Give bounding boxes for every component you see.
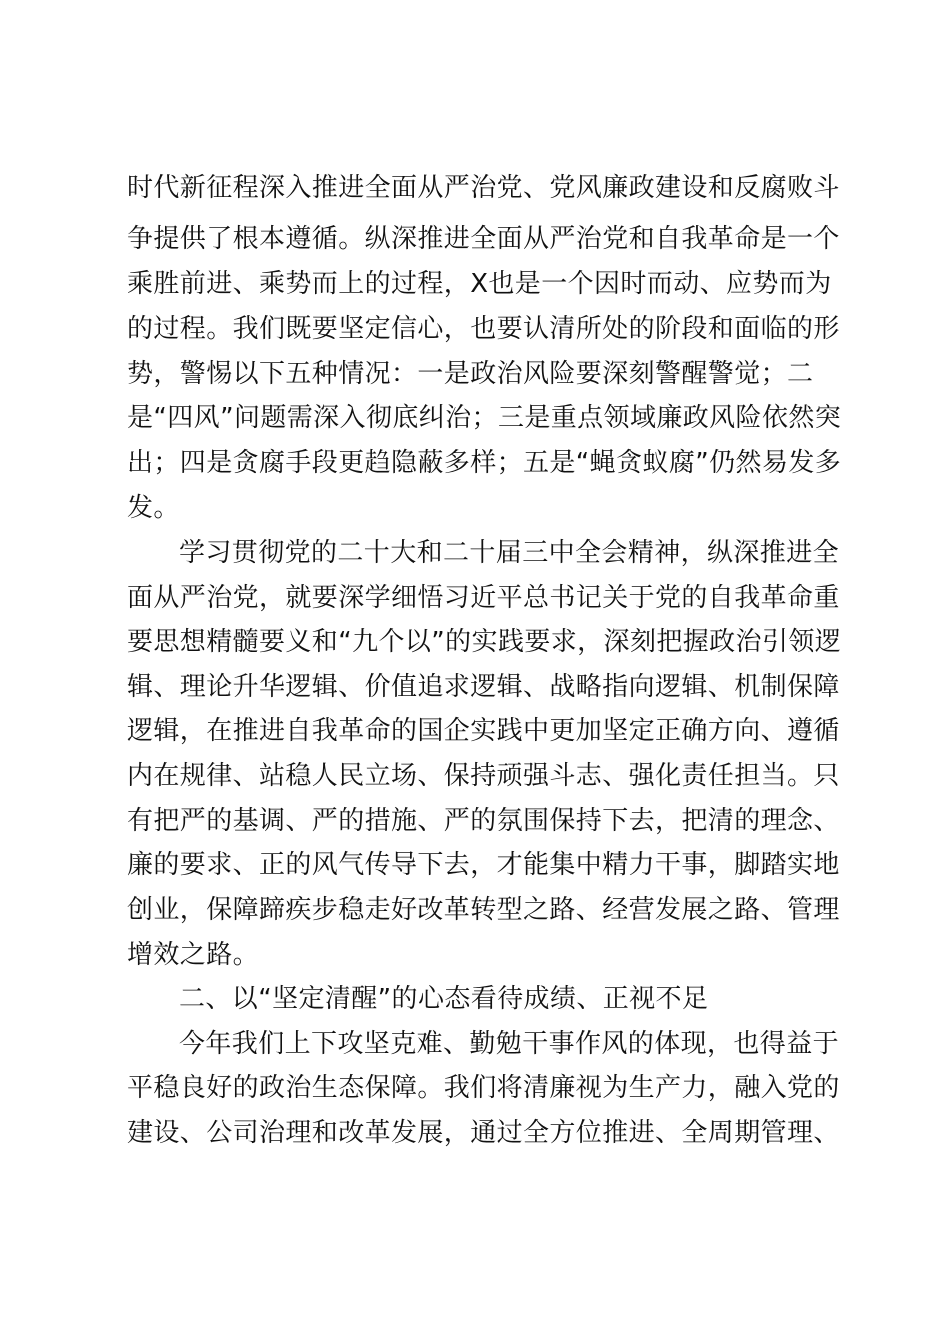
section-heading: 二、以“坚定清醒”的心态看待成绩、正视不足 <box>179 984 709 1014</box>
text-line: 内在规律、站稳人民立场、保持顽强斗志、强化责任担当。只 <box>127 761 840 791</box>
text-line: 要思想精髓要义和“九个以”的实践要求，深刻把握政治引领逻 <box>127 627 842 657</box>
text-line: 时代新征程深入推进全面从严治党、党风廉政建设和反腐败斗 <box>127 173 840 203</box>
text-line: 争提供了根本遵循。纵深推进全面从严治党和自我革命是一个 <box>127 224 840 254</box>
text-line: 有把严的基调、严的措施、严的氛围保持下去，把清的理念、 <box>127 806 840 836</box>
text-line: 增效之路。 <box>127 940 260 970</box>
text-line: 学习贯彻党的二十大和二十届三中全会精神，纵深推进全 <box>179 538 840 568</box>
text-line: 面从严治党，就要深学细悟习近平总书记关于党的自我革命重 <box>127 583 840 613</box>
text-line: 乘胜前进、乘势而上的过程，X也是一个因时而动、应势而为 <box>127 269 832 299</box>
text-line: 逻辑，在推进自我革命的国企实践中更加坚定正确方向、遵循 <box>127 716 840 746</box>
text-line: 发。 <box>127 493 180 523</box>
text-line: 平稳良好的政治生态保障。我们将清廉视为生产力，融入党的 <box>127 1073 840 1103</box>
text-line: 建设、公司治理和改革发展，通过全方位推进、全周期管理、 <box>127 1118 840 1148</box>
text-line: 创业，保障蹄疾步稳走好改革转型之路、经营发展之路、管理 <box>127 895 840 925</box>
text-line: 出；四是贪腐手段更趋隐蔽多样；五是“蝇贪蚁腐”仍然易发多 <box>127 448 842 478</box>
text-line: 廉的要求、正的风气传导下去，才能集中精力干事，脚踏实地 <box>127 850 840 880</box>
text-line: 的过程。我们既要坚定信心，也要认清所处的阶段和面临的形 <box>127 314 840 344</box>
text-line: 今年我们上下攻坚克难、勤勉干事作风的体现，也得益于 <box>179 1029 840 1059</box>
text-line: 势，警惕以下五种情况：一是政治风险要深刻警醒警觉；二 <box>127 359 814 389</box>
text-line: 是“四风”问题需深入彻底纠治；三是重点领域廉政风险依然突 <box>127 403 842 433</box>
text-line: 辑、理论升华逻辑、价值追求逻辑、战略指向逻辑、机制保障 <box>127 672 840 702</box>
